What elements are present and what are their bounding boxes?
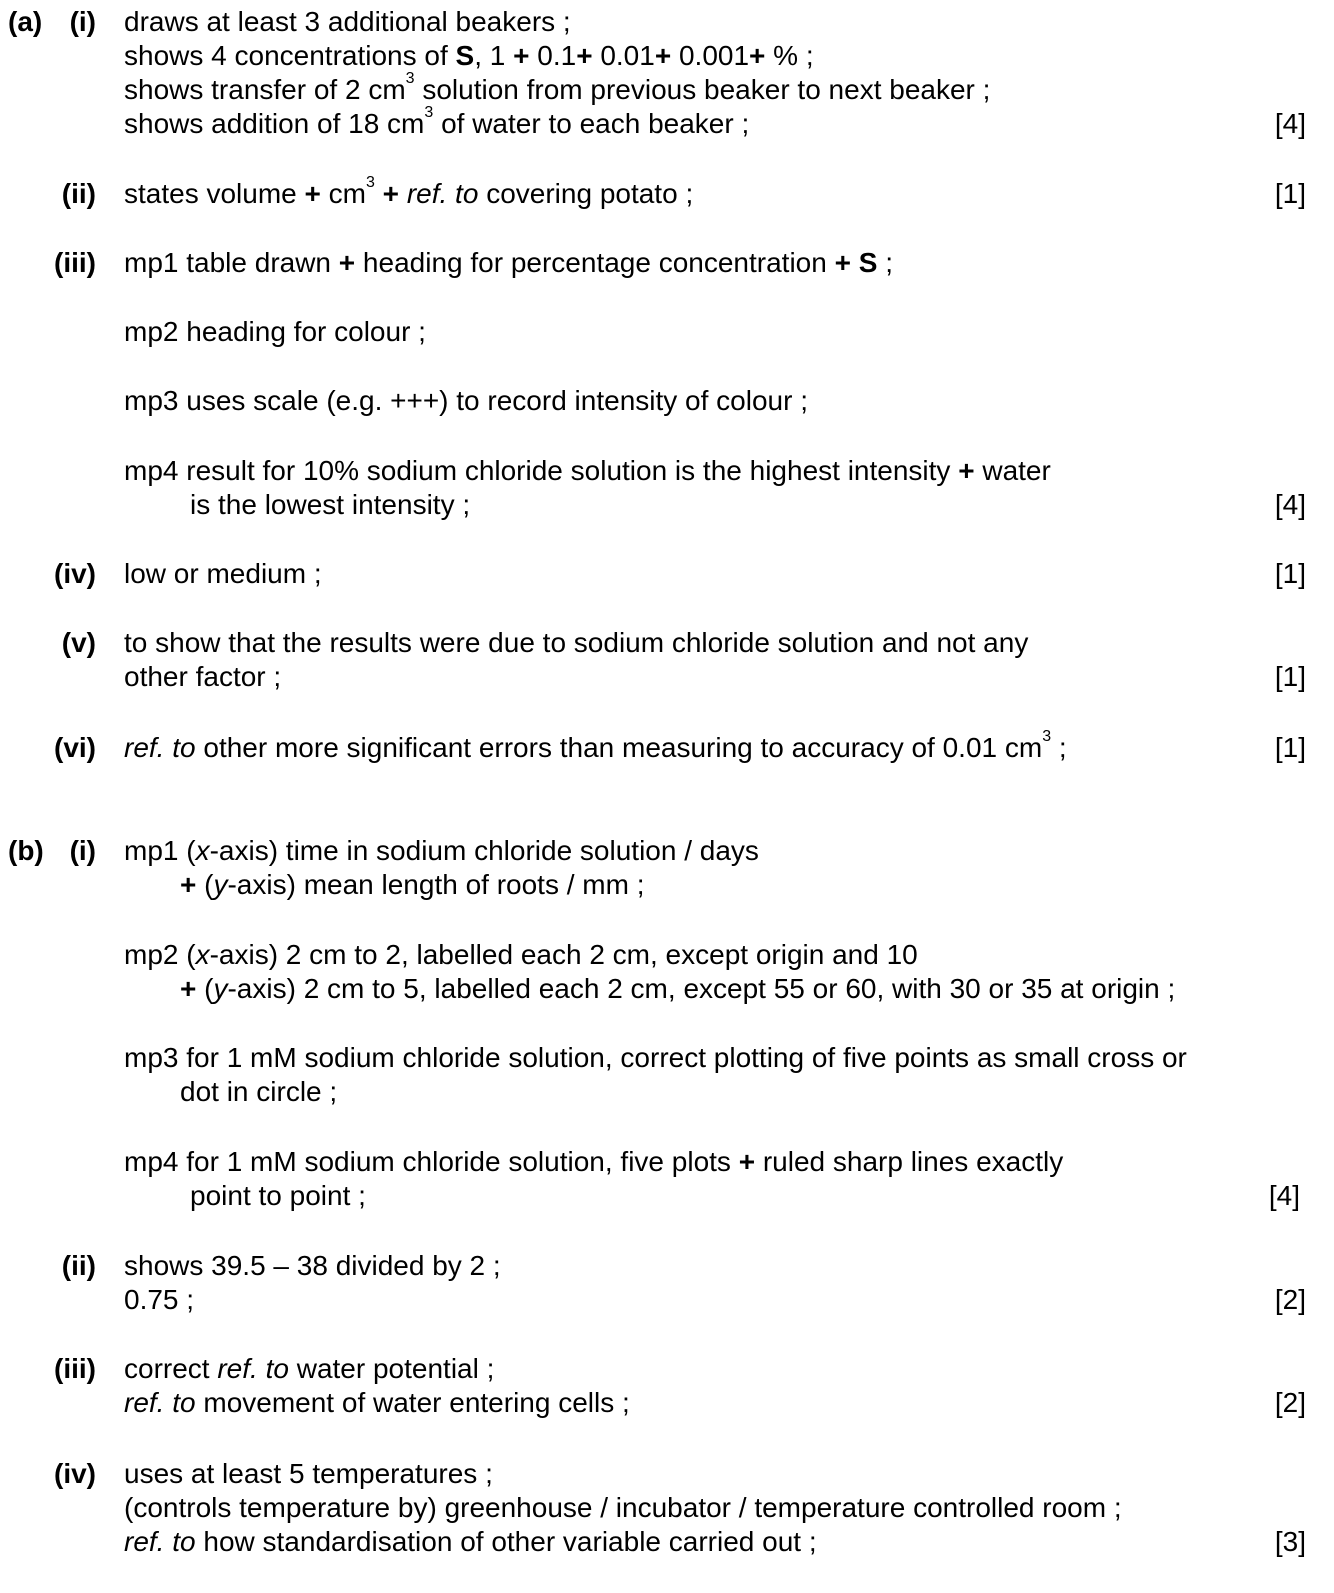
a-vi-mark: [1]	[1274, 732, 1306, 763]
b-i-mp3: mp3 for 1 mM sodium chloride solution, correct plotting of five points as small cross or	[124, 1042, 1187, 1073]
a-iii-mp4-cont: is the lowest intensity ;	[190, 489, 471, 520]
b-iii-number: (iii)	[54, 1353, 96, 1384]
b-ii-number: (ii)	[61, 1250, 96, 1281]
a-iii-mp4: mp4 result for 10% sodium chloride solution is the highest intensity + water	[124, 455, 1051, 486]
a-iii-mp2: mp2 heading for colour ;	[124, 316, 426, 347]
a-i-mark: [4]	[1274, 108, 1306, 139]
b-ii-mark: [2]	[1274, 1284, 1306, 1315]
part-b-label: (b)	[8, 835, 44, 866]
a-vi-number: (vi)	[54, 732, 96, 763]
a-iii-number: (iii)	[54, 247, 96, 278]
b-i-number: (i)	[69, 835, 96, 866]
b-iv-line-1: uses at least 5 temperatures ;	[124, 1458, 493, 1489]
a-ii-text: states volume + $cm^3$ + ref. to covering potato ;	[124, 174, 694, 209]
a-iv-mark: [1]	[1274, 558, 1306, 589]
a-i-line-1: draws at least 3 additional beakers ;	[124, 6, 571, 37]
b-ii-line-2: 0.75 ;	[124, 1284, 195, 1315]
b-i-mp1: mp1 (x-axis) time in sodium chloride solution / days	[124, 835, 759, 866]
b-iii-mark: [2]	[1274, 1387, 1306, 1418]
a-iii-mp1: mp1 table drawn + heading for percentage concentration + S ;	[124, 247, 893, 278]
a-i-line-4: shows addition of 18 $cm^3$ of water to each beaker ;	[124, 104, 750, 139]
b-i-mark: [4]	[1268, 1180, 1300, 1211]
b-iii-line-1: correct ref. to water potential ;	[124, 1353, 495, 1384]
a-i-number: (i)	[69, 6, 96, 37]
a-v-mark: [1]	[1274, 661, 1306, 692]
b-iv-number: (iv)	[54, 1458, 96, 1489]
a-ii-mark: [1]	[1274, 178, 1306, 209]
b-iv-line-2: (controls temperature by) greenhouse / incubator / temperature controlled room ;	[124, 1492, 1122, 1523]
b-i-mp1-cont: + (y-axis) mean length of roots / mm ;	[180, 869, 645, 900]
b-iv-line-3: ref. to how standardisation of other variable carried out ;	[124, 1526, 817, 1557]
a-ii-number: (ii)	[61, 178, 96, 209]
a-v-number: (v)	[61, 627, 96, 658]
a-v-line-1: to show that the results were due to sodium chloride solution and not any	[124, 627, 1029, 658]
a-i-line-3: shows transfer of 2 $cm^3$ solution from previous beaker to next beaker ;	[124, 70, 991, 105]
b-i-mp2-cont: + (y-axis) 2 cm to 5, labelled each 2 cm, except 55 or 60, with 30 or 35 at origin ;	[180, 973, 1176, 1004]
a-iv-text: low or medium ;	[124, 558, 322, 589]
a-vi-text: ref. to other more significant errors than measuring to accuracy of 0.01 $cm^3$ ;	[124, 728, 1067, 763]
a-i-line-2: shows 4 concentrations of S, 1 + 0.1+ 0.01+ 0.001+ % ;	[124, 40, 814, 71]
b-i-mp3-cont: dot in circle ;	[180, 1076, 338, 1107]
b-i-mp4: mp4 for 1 mM sodium chloride solution, five plots + ruled sharp lines exactly	[124, 1146, 1064, 1177]
a-iii-mark: [4]	[1274, 489, 1306, 520]
a-v-line-2: other factor ;	[124, 661, 282, 692]
b-i-mp4-cont: point to point ;	[190, 1180, 366, 1211]
a-iii-mp3: mp3 uses scale (e.g. +++) to record intensity of colour ;	[124, 385, 809, 416]
b-iv-mark: [3]	[1274, 1526, 1306, 1557]
part-a-label: (a)	[8, 6, 43, 37]
b-ii-line-1: shows 39.5 – 38 divided by 2 ;	[124, 1250, 501, 1281]
b-iii-line-2: ref. to movement of water entering cells ;	[124, 1387, 630, 1418]
b-i-mp2: mp2 (x-axis) 2 cm to 2, labelled each 2 cm, except origin and 10	[124, 939, 918, 970]
a-iv-number: (iv)	[54, 558, 96, 589]
